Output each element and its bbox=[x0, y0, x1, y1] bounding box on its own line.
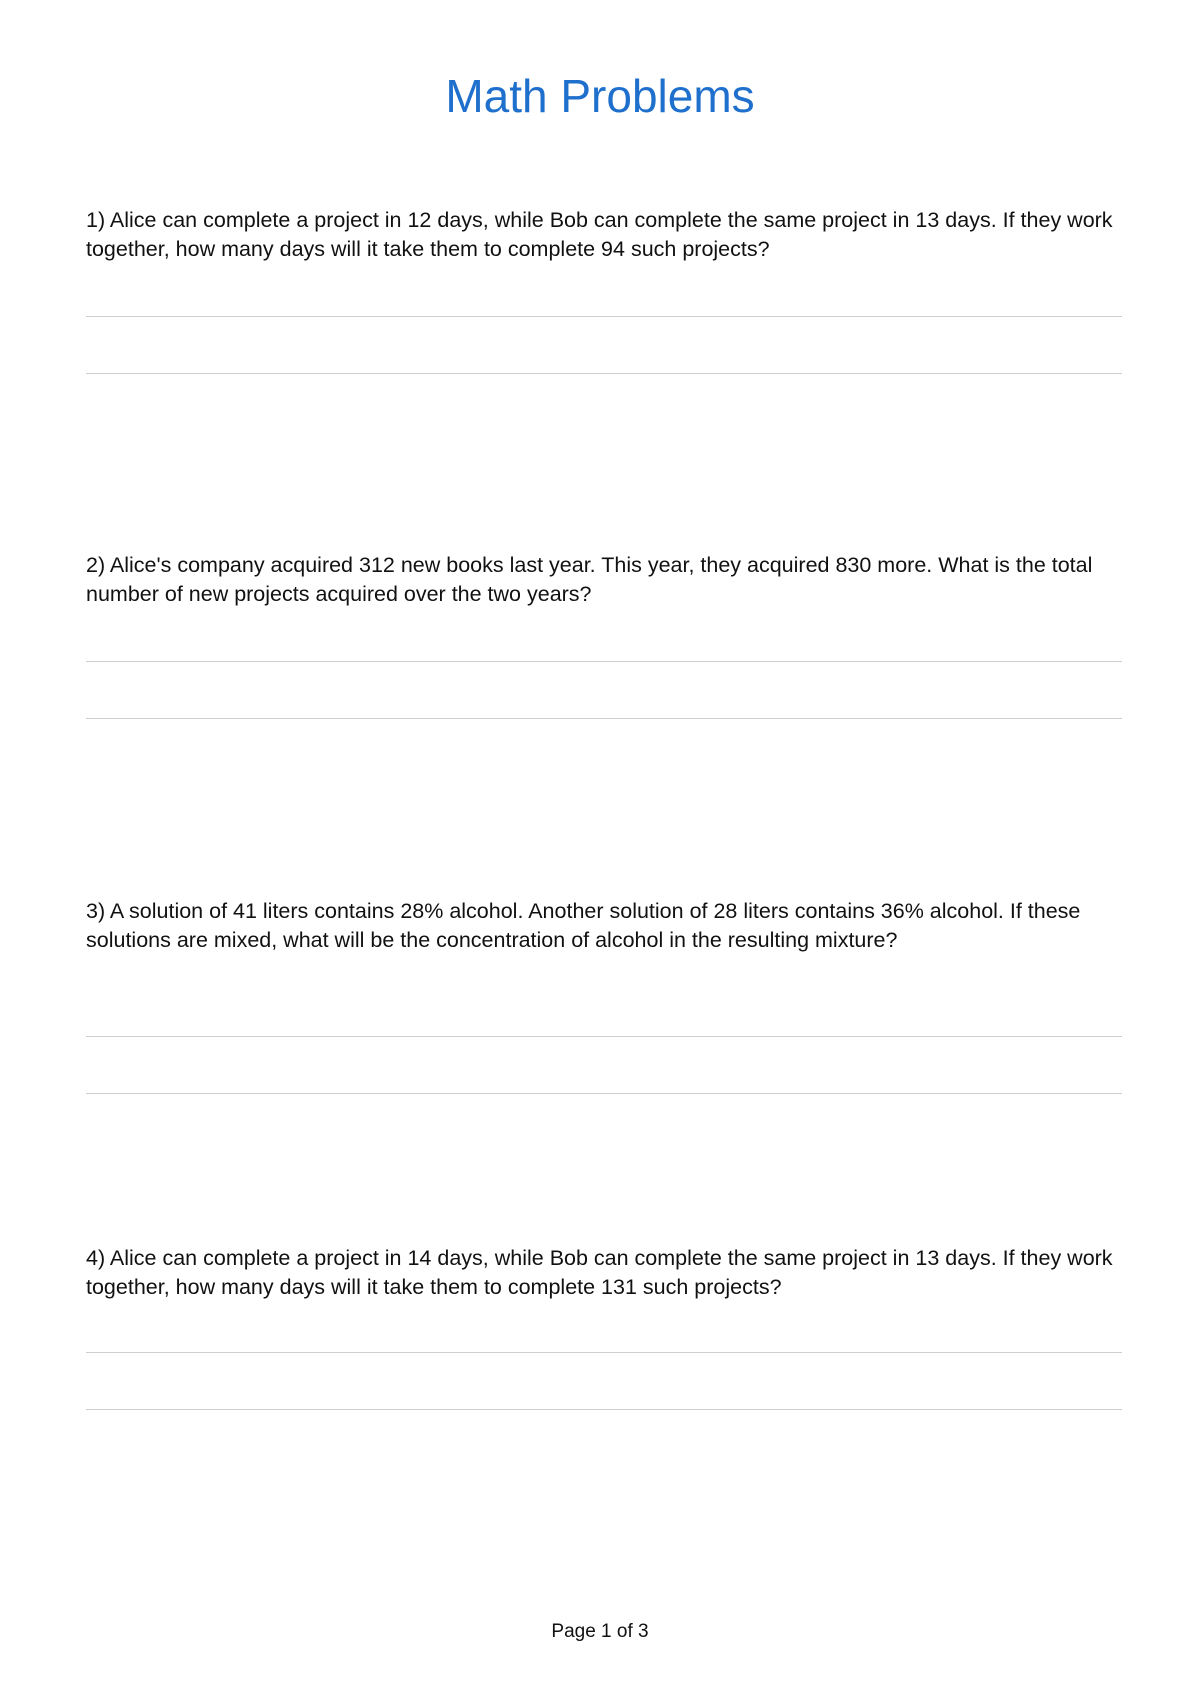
problem-4-text: 4) Alice can complete a project in 14 days, while Bob can complete the same project in 13 days. If they work together, how many days will it take them to complete 131 such projects? bbox=[86, 1246, 1113, 1299]
problem-4 bbox=[86, 1244, 1122, 1302]
problem-1 bbox=[86, 206, 1122, 264]
problem-4-answer-line-1 bbox=[86, 1352, 1122, 1353]
problem-2 bbox=[86, 551, 1122, 609]
problem-1-answer-line-1 bbox=[86, 316, 1122, 317]
problem-1-answer-line-2 bbox=[86, 373, 1122, 374]
page-title: Math Problems bbox=[445, 70, 755, 122]
page-number-footer: Page 1 of 3 bbox=[551, 1621, 649, 1642]
problem-4-answer-line-2 bbox=[86, 1409, 1122, 1410]
problem-3-text: 3) A solution of 41 liters contains 28% alcohol. Another solution of 28 liters contains 36% alcohol. If these solutions are mixed, what will be the concentration of alcohol in the resulting mixture? bbox=[86, 899, 1081, 952]
problem-2-answer-line-1 bbox=[86, 661, 1122, 662]
problem-2-text: 2) Alice's company acquired 312 new books last year. This year, they acquired 830 more. What is the total number of new projects acquired over the two years? bbox=[86, 553, 1093, 606]
problem-2-answer-line-2 bbox=[86, 718, 1122, 719]
problem-1-text: 1) Alice can complete a project in 12 days, while Bob can complete the same project in 13 days. If they work together, how many days will it take them to complete 94 such projects? bbox=[86, 208, 1113, 261]
problem-3 bbox=[86, 897, 1122, 955]
problem-3-answer-line-2 bbox=[86, 1093, 1122, 1094]
problem-3-answer-line-1 bbox=[86, 1036, 1122, 1037]
